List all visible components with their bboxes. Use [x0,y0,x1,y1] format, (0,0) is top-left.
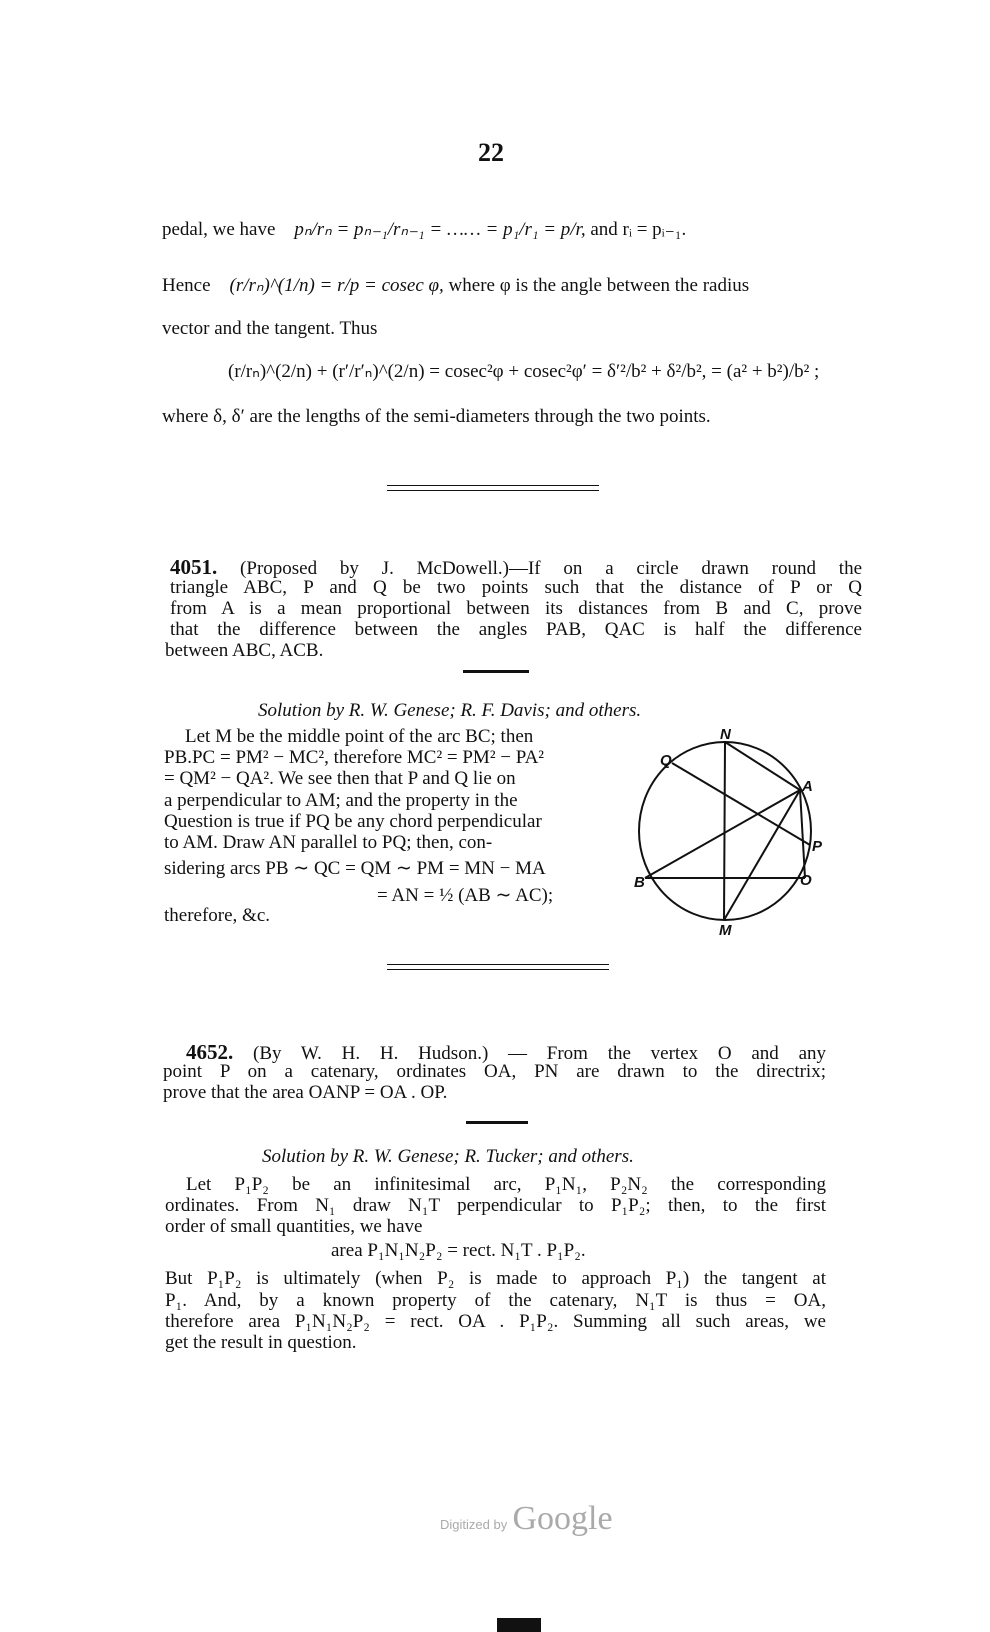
text-line: pedal, we have pₙ/rₙ = pₙ₋₁/rₙ₋₁ = …… = p₁/r₁ = p/r, and rᵢ = pᵢ₋₁. [162,219,687,240]
line-nm [724,742,725,920]
text-line: Hence (r/rₙ)^(1/n) = r/p = cosec φ, where φ is the angle between the radius [162,275,750,296]
solution-line: = AN = ½ (AB ∼ AC); [377,885,554,906]
solution-line: PB.PC = PM² − MC², therefore MC² = PM² − PA² [164,747,544,768]
solution-line: ordinates. From N₁ draw N₁T perpendicular to P₁P₂; then, to the first [165,1195,826,1216]
section-divider [387,485,599,491]
short-rule [466,1121,528,1124]
solution-line: But P₁P₂ is ultimately (when P₂ is made to approach P₁) the tangent at [165,1268,826,1289]
label-b: B [634,874,645,891]
question-line: between ABC, ACB. [165,640,324,661]
solution-line: order of small quantities, we have [165,1216,423,1237]
label-q: Q [660,752,672,769]
line-ba [645,790,800,878]
solution-line: get the result in question. [165,1332,357,1353]
solution-line: sidering arcs PB ∼ QC = QM ∼ PM = MN − MA [164,858,546,879]
solution-line: Let M be the middle point of the arc BC; then [185,726,534,747]
question-line: from A is a mean proportional between its distances from B and C, prove [170,598,862,619]
label-m: M [719,922,732,939]
question-line: point P on a catenary, ordinates OA, PN are drawn to the directrix; [163,1061,826,1082]
question-line: that the difference between the angles PAB, QAC is half the difference [170,619,862,640]
label-p: P [812,838,823,855]
solution-line: a perpendicular to AM; and the property in the [164,790,518,811]
line-ao [800,790,805,878]
label-o: O [800,872,812,889]
solution-line: = QM² − QA². We see then that P and Q lie on [164,768,516,789]
solution-line: therefore, &c. [164,905,271,926]
equation: area P₁N₁N₂P₂ = rect. N₁T . P₁P₂. [331,1240,586,1261]
solution-line: P₁. And, by a known property of the catenary, N₁T is thus = OA, [165,1290,826,1311]
question-line: 4051. (Proposed by J. McDowell.)—If on a circle drawn round the [170,555,862,579]
line-am [724,790,800,920]
geometry-diagram [620,725,840,945]
solution-line: to AM. Draw AN parallel to PQ; then, con- [164,832,493,853]
scan-artifact [497,1618,541,1632]
question-line: 4652. (By W. H. H. Hudson.) — From the vertex O and any [186,1040,826,1064]
page-number: 22 [478,138,504,167]
label-n: N [720,726,731,743]
line-na [725,742,800,790]
solution-line: Question is true if PQ be any chord perpendicular [164,811,542,832]
short-rule [463,670,529,673]
label-a: A [802,778,813,795]
solution-line: therefore area P₁N₁N₂P₂ = rect. OA . P₁P₂. Summing all such areas, we [165,1311,826,1332]
text-line: where δ, δ′ are the lengths of the semi-diameters through the two points. [162,406,711,427]
question-line: prove that the area OANP = OA . OP. [163,1082,448,1103]
equation: (r/rₙ)^(2/n) + (r′/r′ₙ)^(2/n) = cosec²φ + cosec²φ′ = δ′²/b² + δ²/b², = (a² + b²)/b² ; [228,361,820,382]
solution-line: Let P₁P₂ be an infinitesimal arc, P₁N₁, P₂N₂ the corresponding [186,1174,826,1195]
section-divider [387,964,609,970]
google-watermark: Digitized by Google [440,1500,613,1537]
question-line: triangle ABC, P and Q be two points such that the distance of P or Q [170,577,862,598]
solution-heading: Solution by R. W. Genese; R. Tucker; and others. [262,1146,634,1167]
text-line: vector and the tangent. Thus [162,318,378,339]
solution-heading: Solution by R. W. Genese; R. F. Davis; and others. [258,700,642,721]
line-qp [672,763,810,845]
